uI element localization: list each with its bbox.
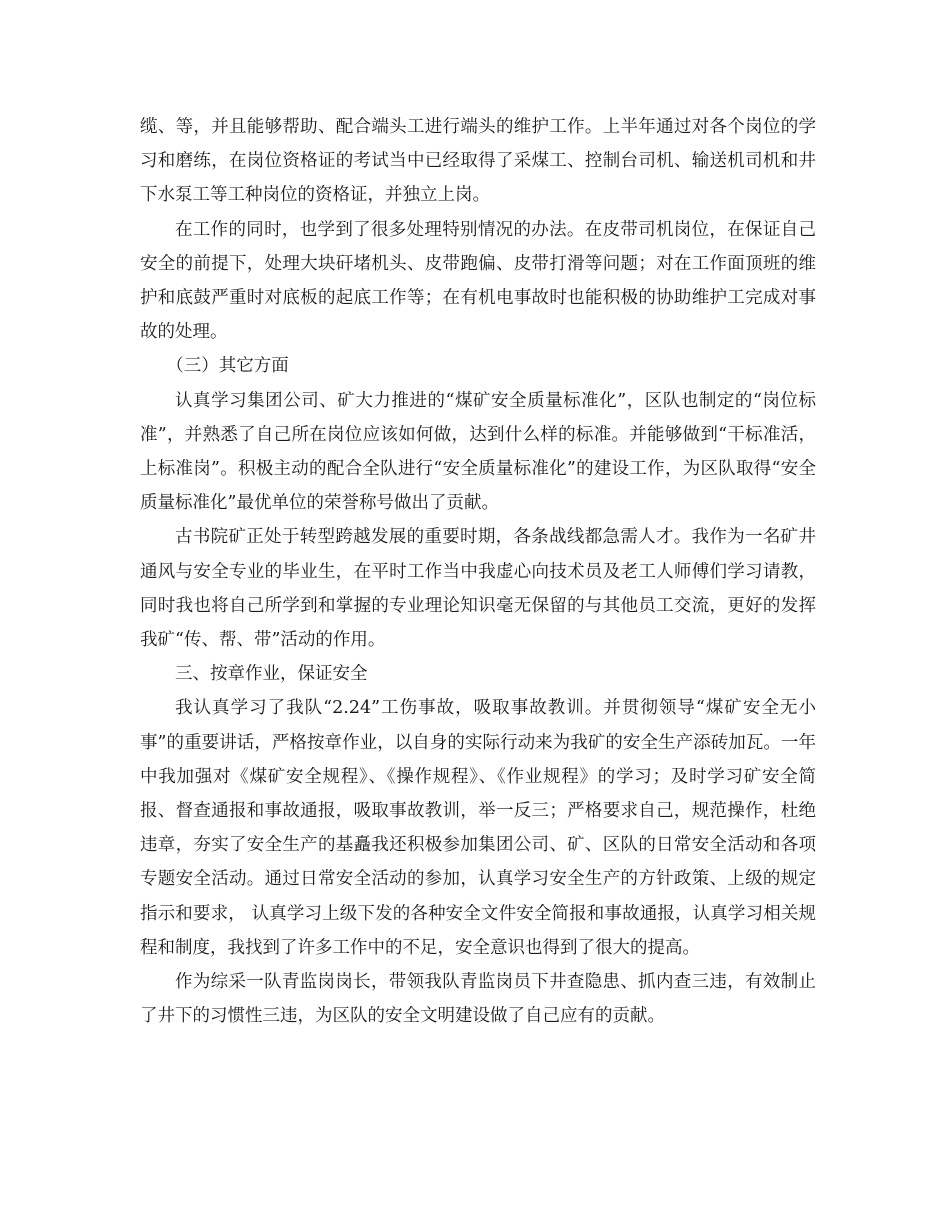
paragraph-standardization: 认真学习集团公司、矿大力推进的“煤矿安全质量标准化”，区队也制定的“岗位标准”，并熟悉了自己所在岗位应该如何做，达到什么样的标准。并能够做到“干标准活，上标准岗”。积极主动的配合全队进行“安全质量标准化”的建设工作，为区队取得“安全质量标准化”最优单位的荣誉称号做出了贡献。 [140,390,816,514]
paragraph-talent: 古书院矿正处于转型跨越发展的重要时期，各条战线都急需人才。我作为一名矿井通风与安全专业的毕业生，在平时工作当中我虚心向技术员及老工人师傅们学习请教，同时我也将自己所学到和掌握的专业理论知识毫无保留的与其他员工交流，更好的发挥我矿“传、帮、带”活动的作用。 [140,527,816,651]
section-heading-other-aspects: （三）其它方面 [166,356,289,377]
paragraph-youth-supervision: 作为综采一队青监岗岗长，带领我队青监岗员下井查隐患、抓内查三违，有效制止了井下的习惯性三违，为区队的安全文明建设做了自己应有的贡献。 [140,972,816,1027]
paragraph-continuation: 缆、等，并且能够帮助、配合端头工进行端头的维护工作。上半年通过对各个岗位的学习和磨练，在岗位资格证的考试当中已经取得了采煤工、控制台司机、输送机司机和井下水泵工等工种岗位的资格证，并独立上岗。 [140,117,816,206]
section-heading-safety: 三、按章作业，保证安全 [175,664,368,685]
paragraph-work-skills: 在工作的同时，也学到了很多处理特别情况的办法。在皮带司机岗位，在保证自己安全的前提下，处理大块矸堵机头、皮带跑偏、皮带打滑等问题；对在工作面顶班的维护和底鼓严重时对底板的起底工作等；在有机电事故时也能积极的协助维护工完成对事故的处理。 [140,219,816,343]
document-page [140,110,816,1033]
paragraph-safety-study: 我认真学习了我队“2.24”工伤事故，吸取事故教训。并贯彻领导“煤矿安全无小事”的重要讲话，严格按章作业，以自身的实际行动来为我矿的安全生产添砖加瓦。一年中我加强对《煤矿安全规程》、《操作规程》、《作业规程》的学习；及时学习矿安全简报、督查通报和事故通报，吸取事故教训，举一反三；严格要求自己，规范操作，杜绝违章，夯实了安全生产的基矗我还积极参加集团公司、矿、区队的日常安全活动和各项专题安全活动。通过日常安全活动的参加，认真学习安全生产的方针政策、上级的规定指示和要求， 认真学习上级下发的各种安全文件安全简报和事故通报，认真学习相关规程和制度，我找到了许多工作中的不足，安全意识也得到了很大的提高。 [140,698,816,958]
